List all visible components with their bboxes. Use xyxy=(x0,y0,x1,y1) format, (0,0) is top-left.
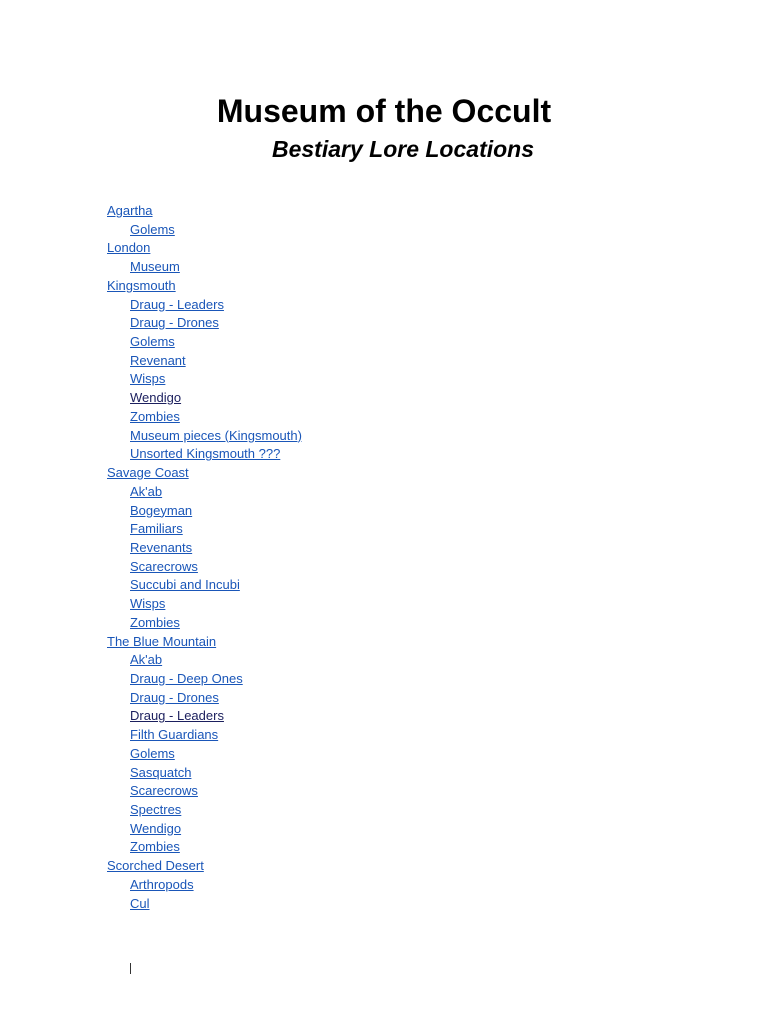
toc-section-link[interactable]: The Blue Mountain xyxy=(107,633,217,649)
toc-subentry-link[interactable]: Draug - Leaders xyxy=(130,296,224,312)
toc-subentry xyxy=(107,352,302,371)
toc-subentry xyxy=(107,764,302,783)
toc-section-link[interactable]: Kingsmouth xyxy=(107,277,176,293)
toc-subentry-link[interactable]: Sasquatch xyxy=(130,764,192,780)
toc-subentry xyxy=(107,726,302,745)
toc-subentry-link[interactable]: Wendigo xyxy=(130,820,182,836)
toc-subentry-link[interactable]: Museum pieces (Kingsmouth) xyxy=(130,427,302,443)
toc-subentry xyxy=(107,539,302,558)
toc-subentry xyxy=(107,314,302,333)
toc-subentry-link[interactable]: Golems xyxy=(130,221,175,237)
table-of-contents xyxy=(107,202,302,913)
toc-subentry-link[interactable]: Bogeyman xyxy=(130,502,193,518)
toc-section xyxy=(107,277,302,296)
toc-section xyxy=(107,464,302,483)
toc-subentry xyxy=(107,670,302,689)
toc-subentry-link[interactable]: Succubi and Incubi xyxy=(130,577,240,593)
toc-subentry xyxy=(107,595,302,614)
toc-subentry xyxy=(107,689,302,708)
toc-subentry xyxy=(107,520,302,539)
toc-subentry-link[interactable]: Scarecrows xyxy=(130,558,198,574)
toc-section xyxy=(107,633,302,652)
toc-subentry-link[interactable]: Revenant xyxy=(130,352,186,368)
toc-section-link[interactable]: London xyxy=(107,240,151,256)
toc-subentry-link[interactable]: Cul xyxy=(130,895,150,911)
toc-subentry-link[interactable]: Zombies xyxy=(130,408,180,424)
toc-subentry-link[interactable]: Filth Guardians xyxy=(130,727,219,743)
toc-subentry-link[interactable]: Familiars xyxy=(130,521,183,537)
toc-subentry-link[interactable]: Ak'ab xyxy=(130,652,163,668)
toc-subentry xyxy=(107,370,302,389)
toc-subentry-link[interactable]: Museum xyxy=(130,259,180,275)
toc-subentry xyxy=(107,745,302,764)
toc-subentry-link[interactable]: Zombies xyxy=(130,839,180,855)
toc-subentry-link[interactable]: Golems xyxy=(130,745,175,761)
page-title: Museum of the Occult xyxy=(216,93,552,129)
toc-subentry xyxy=(107,445,302,464)
toc-subentry xyxy=(107,782,302,801)
toc-subentry-link[interactable]: Spectres xyxy=(130,802,182,817)
toc-subentry xyxy=(107,614,302,633)
toc-subentry-link[interactable]: Wisps xyxy=(130,596,166,612)
toc-subentry xyxy=(107,296,302,315)
toc-subentry xyxy=(107,707,302,726)
toc-subentry-link[interactable]: Draug - Drones xyxy=(130,315,219,331)
toc-section xyxy=(107,202,302,221)
toc-subentry xyxy=(107,408,302,427)
toc-subentry-link[interactable]: Arthropods xyxy=(130,876,194,892)
toc-subentry-link[interactable]: Wisps xyxy=(130,371,166,387)
toc-subentry xyxy=(107,333,302,352)
toc-section xyxy=(107,239,302,258)
toc-subentry xyxy=(107,221,302,240)
text-cursor xyxy=(130,963,131,974)
toc-subentry xyxy=(107,389,302,408)
toc-subentry xyxy=(107,483,302,502)
toc-subentry-link[interactable]: Golems xyxy=(130,334,175,350)
toc-subentry xyxy=(107,876,302,895)
toc-subentry xyxy=(107,838,302,857)
toc-subentry xyxy=(107,502,302,521)
toc-subentry xyxy=(107,820,302,839)
toc-subentry xyxy=(107,801,302,820)
toc-subentry-link[interactable]: Ak'ab xyxy=(130,483,163,499)
toc-subentry xyxy=(107,558,302,577)
toc-subentry-link[interactable]: Unsorted Kingsmouth ??? xyxy=(130,446,281,462)
toc-subentry xyxy=(107,427,302,446)
toc-section-link[interactable]: Scorched Desert xyxy=(107,858,204,874)
page-subtitle: Bestiary Lore Locations xyxy=(271,136,535,162)
toc-section xyxy=(107,857,302,876)
toc-section-link[interactable]: Savage Coast xyxy=(107,465,189,481)
toc-subentry-link[interactable]: Draug - Deep Ones xyxy=(130,670,243,686)
toc-subentry-link[interactable]: Draug - Drones xyxy=(130,689,219,705)
toc-section-link[interactable]: Agartha xyxy=(107,203,153,218)
toc-subentry xyxy=(107,651,302,670)
toc-subentry-link[interactable]: Wendigo xyxy=(130,390,182,406)
toc-subentry-link[interactable]: Draug - Leaders xyxy=(130,708,224,724)
toc-subentry xyxy=(107,576,302,595)
toc-subentry-link[interactable]: Revenants xyxy=(130,539,193,555)
toc-subentry xyxy=(107,895,302,914)
toc-subentry-link[interactable]: Scarecrows xyxy=(130,783,198,799)
toc-subentry xyxy=(107,258,302,277)
toc-subentry-link[interactable]: Zombies xyxy=(130,614,180,630)
